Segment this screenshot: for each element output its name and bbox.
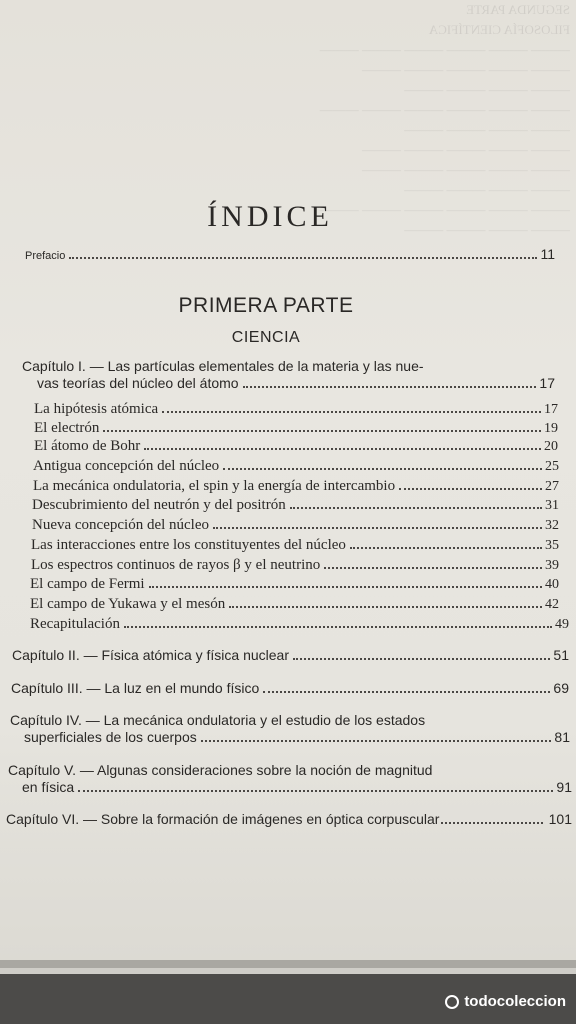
chapter-3-label: Capítulo III. — La luz en el mundo físico	[11, 680, 260, 696]
watermark	[445, 993, 566, 1010]
chapter-3-page: 69	[553, 680, 569, 696]
leader-dots	[149, 586, 542, 588]
toc-entry-page: 20	[544, 439, 558, 454]
leader-dots	[162, 411, 541, 413]
toc-entry-label: Antigua concepción del núcleo	[33, 458, 220, 474]
toc-entry-label: La mecánica ondulatoria, el spin y la energía de intercambio	[33, 478, 396, 494]
chapter-6-page: 101	[548, 811, 572, 827]
toc-entry	[32, 497, 559, 514]
preface-page: 11	[540, 246, 555, 262]
leader-dots	[243, 386, 537, 388]
toc-entry	[30, 596, 559, 613]
index-title: ÍNDICE	[207, 200, 333, 233]
leader-dots	[293, 658, 550, 660]
toc-entry-label: El electrón	[34, 420, 100, 436]
chapter-5-entry	[22, 779, 572, 796]
toc-entry-label: La hipótesis atómica	[34, 401, 159, 417]
toc-entry	[33, 458, 559, 475]
watermark-text: todocoleccion	[464, 993, 566, 1010]
leader-dots	[201, 740, 552, 742]
leader-dots	[124, 626, 552, 628]
toc-entry-page: 27	[545, 479, 559, 494]
toc-entry-label: Las interacciones entre los constituyentes del núcleo	[31, 537, 346, 553]
chapter-5-line-2: en física	[22, 779, 75, 795]
chapter-2-page: 51	[553, 647, 569, 663]
toc-entry	[30, 576, 559, 593]
toc-entry-page: 25	[545, 459, 559, 474]
chapter-4-entry	[24, 729, 570, 746]
leader-dots	[229, 606, 542, 608]
leader-dots	[213, 527, 542, 529]
leader-dots	[324, 567, 542, 569]
toc-entry-page: 49	[555, 617, 569, 632]
toc-entry	[31, 537, 559, 554]
leader-dots	[144, 448, 541, 450]
leader-dots	[290, 507, 542, 509]
chapter-1-page: 17	[539, 375, 555, 391]
chapter-2-label: Capítulo II. — Física atómica y física nuclear	[12, 647, 289, 663]
toc-entry-page: 32	[545, 518, 559, 533]
leader-dots	[78, 790, 553, 792]
chapter-5-page: 91	[556, 779, 572, 795]
chapter-2-entry	[12, 647, 569, 664]
chapter-1-line-2: vas teorías del núcleo del átomo	[37, 375, 239, 391]
chapter-4-line-2: superficiales de los cuerpos	[24, 729, 197, 745]
preface-label: Prefacio	[25, 250, 66, 262]
toc-entry-label: El átomo de Bohr	[34, 438, 141, 454]
leader-dots	[263, 691, 550, 693]
watermark-logo-icon	[445, 995, 459, 1009]
toc-entry	[34, 438, 558, 455]
toc-entry-page: 19	[544, 421, 558, 436]
toc-entry-page: 40	[545, 577, 559, 592]
toc-entry	[30, 616, 569, 633]
chapter-6-entry	[6, 811, 572, 828]
leader-dots	[223, 468, 542, 470]
leader-dots	[69, 257, 537, 259]
preface-entry	[25, 246, 555, 263]
part-heading: PRIMERA PARTE	[178, 294, 354, 317]
toc-entry-label: Nueva concepción del núcleo	[32, 517, 210, 533]
chapter-6-label: Capítulo VI. — Sobre la formación de imágenes en óptica corpuscular	[6, 811, 440, 827]
chapter-3-entry	[11, 680, 569, 697]
page-edge-lower	[0, 968, 576, 974]
toc-entry	[33, 478, 559, 495]
leader-dots	[399, 488, 542, 490]
chapter-5-line-1: Capítulo V. — Algunas consideraciones sobre la noción de magnitud	[8, 762, 433, 778]
chapter-4-page: 81	[554, 729, 570, 745]
toc-entry-page: 35	[545, 538, 559, 553]
chapter-1-entry	[37, 375, 555, 392]
toc-entry-label: El campo de Fermi	[30, 576, 145, 592]
toc-entry-label: Recapitulación	[30, 616, 120, 632]
leader-dots	[441, 822, 542, 824]
toc-entry-page: 39	[545, 558, 559, 573]
chapter-4-line-1: Capítulo IV. — La mecánica ondulatoria y el estudio de los estados	[10, 712, 426, 728]
chapter-1-line-1: Capítulo I. — Las partículas elementales de la materia y las nue-	[22, 358, 424, 374]
page-edge	[0, 960, 576, 968]
toc-entry	[31, 557, 559, 574]
toc-entry-label: El campo de Yukawa y el mesón	[30, 596, 226, 612]
toc-entry-page: 31	[545, 498, 559, 513]
toc-entry-label: Los espectros continuos de rayos β y el neutrino	[31, 557, 321, 573]
leader-dots	[103, 430, 541, 432]
section-heading: CIENCIA	[231, 329, 301, 346]
toc-entry	[34, 401, 558, 418]
toc-entry	[34, 420, 558, 437]
toc-entry	[32, 517, 559, 534]
toc-entry-page: 42	[545, 597, 559, 612]
leader-dots	[350, 547, 542, 549]
toc-entry-label: Descubrimiento del neutrón y del positrón	[32, 497, 286, 513]
toc-entry-page: 17	[544, 402, 558, 417]
